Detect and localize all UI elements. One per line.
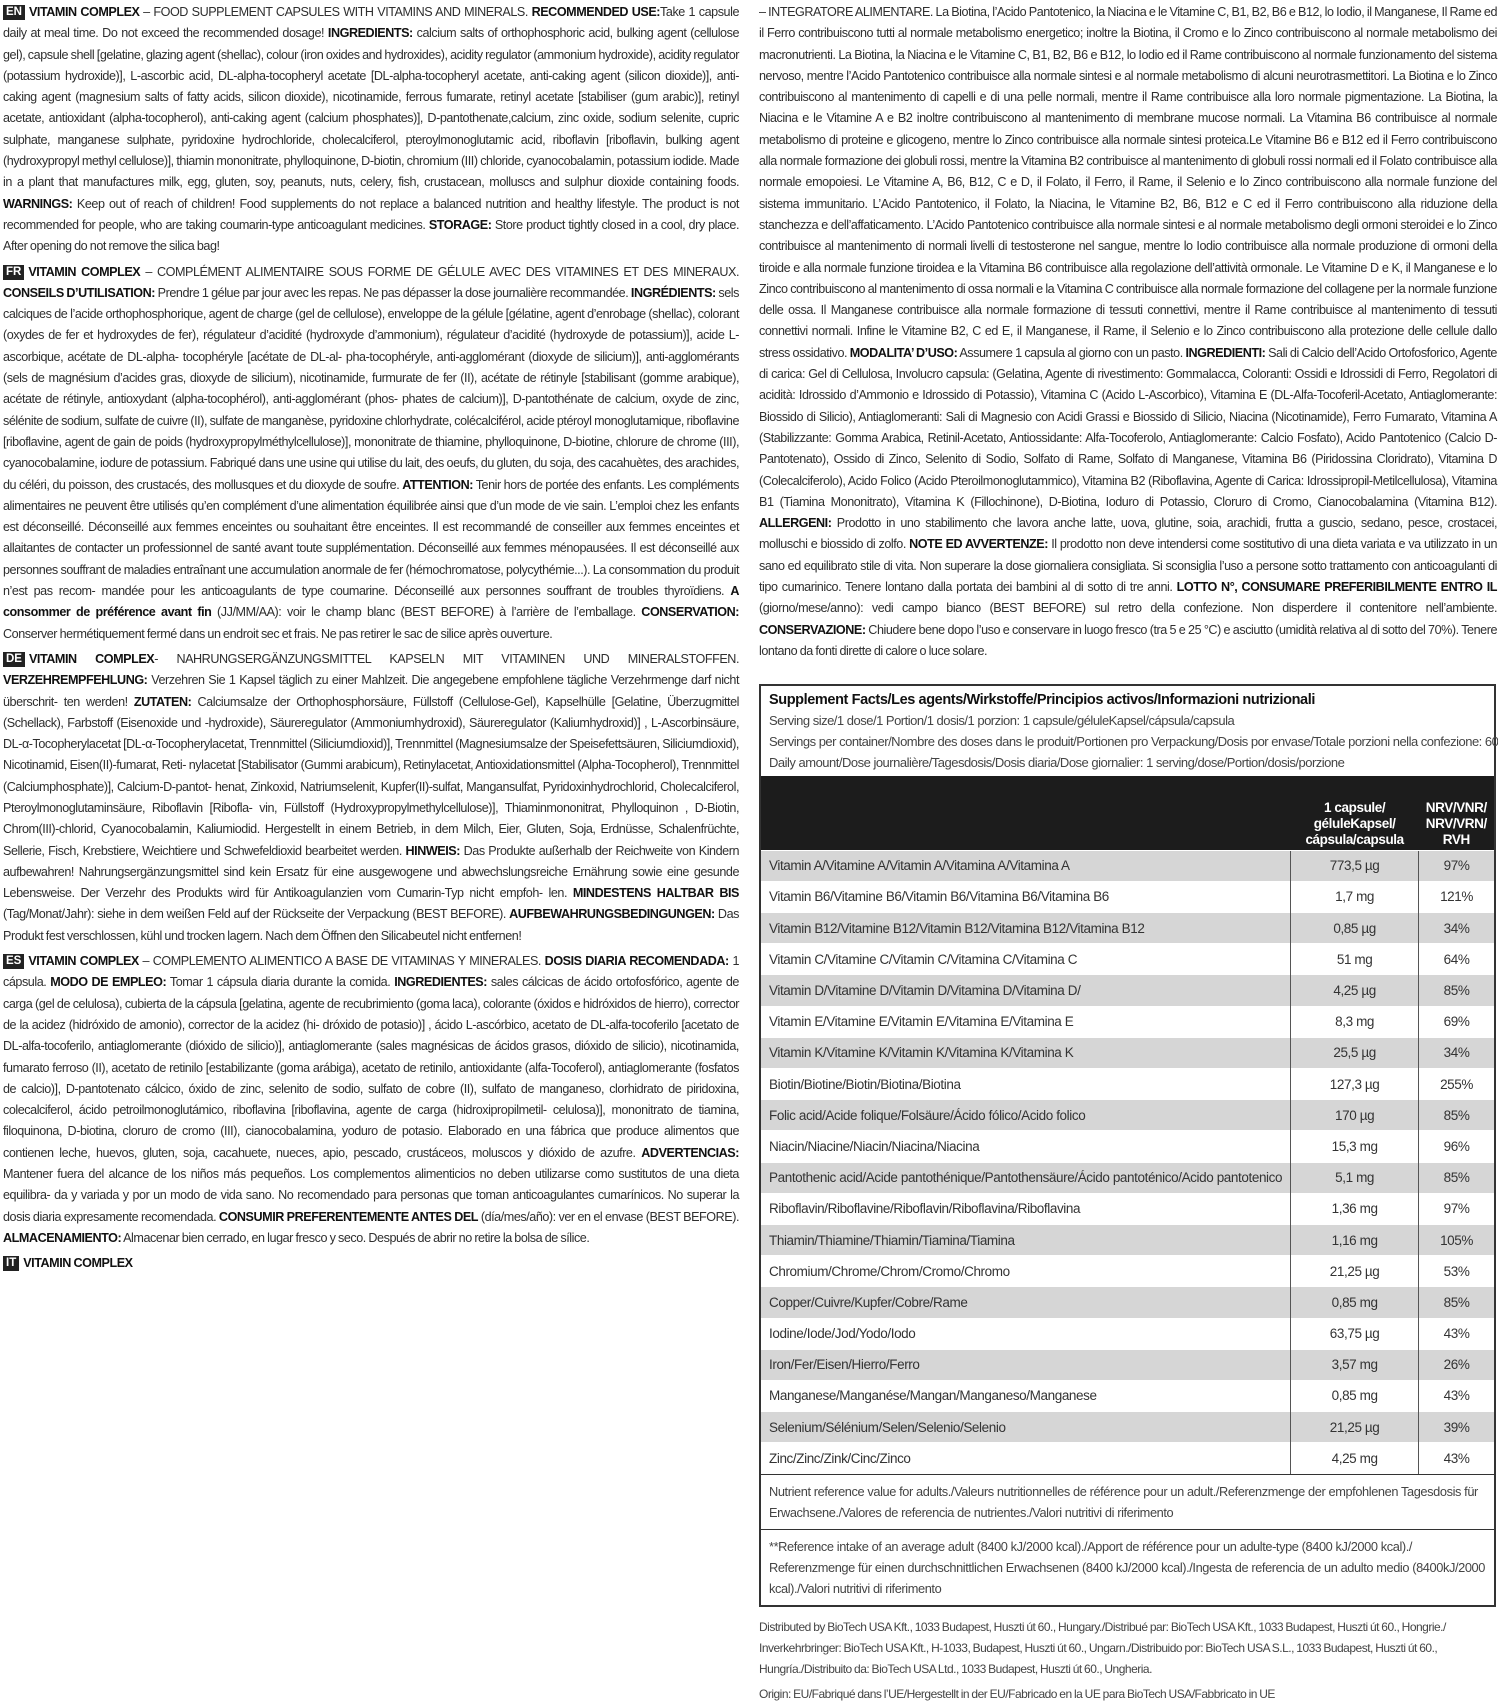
nutrient-amount: 773,5 µg: [1291, 850, 1419, 881]
nutrient-nrv: 85%: [1419, 1287, 1494, 1318]
nutrient-name: Copper/Cuivre/Kupfer/Cobre/Rame: [761, 1287, 1291, 1318]
left-column: [3, 2, 739, 1498]
table-row: [761, 913, 1494, 944]
product-title-en: VITAMIN COMPLEX: [28, 5, 140, 19]
nutrient-nrv: 64%: [1419, 944, 1494, 975]
nutrient-amount: 127,3 µg: [1291, 1069, 1419, 1100]
heading-conservazione-it: CONSERVAZIONE:: [759, 622, 866, 637]
heading-note-it: NOTE ED AVVERTENZE:: [909, 537, 1048, 552]
lang-badge-es: ES: [3, 954, 24, 969]
table-row: [761, 881, 1494, 912]
table-row: [761, 1006, 1494, 1037]
product-title-fr: VITAMIN COMPLEX: [28, 264, 141, 279]
nutrient-name: Vitamin D/Vitamine D/Vitamin D/Vitamina D/Vitamina D/: [761, 975, 1291, 1006]
nutrient-rows: [761, 850, 1494, 1474]
nutrient-amount: 25,5 µg: [1291, 1037, 1419, 1068]
table-header-row: [761, 776, 1494, 850]
nutrient-amount: 51 mg: [1291, 944, 1419, 975]
nutrient-nrv: 34%: [1419, 913, 1494, 944]
nutrient-name: Vitamin A/Vitamine A/Vitamin A/Vitamina A/Vitamina A: [761, 850, 1291, 881]
nutrient-amount: 1,7 mg: [1291, 881, 1419, 912]
product-title-it: VITAMIN COMPLEX: [23, 1256, 133, 1271]
table-row: [761, 850, 1494, 881]
heading-modalita-it: MODALITA’ D’USO:: [849, 345, 958, 360]
table-row: [761, 1412, 1494, 1443]
nutrient-name: Vitamin E/Vitamine E/Vitamin E/Vitamina E/Vitamina E: [761, 1006, 1291, 1037]
nutrient-name: Pantothenic acid/Acide pantothénique/Pantothensäure/Ácido pantoténico/Acido pantotenico: [761, 1162, 1291, 1193]
lang-badge-de: DE: [3, 652, 25, 667]
nutrient-nrv: 43%: [1419, 1318, 1494, 1349]
table-row: [761, 975, 1494, 1006]
nutrient-amount: 1,16 mg: [1291, 1224, 1419, 1255]
nutrient-nrv: 96%: [1419, 1131, 1494, 1162]
nutrient-amount: 1,36 mg: [1291, 1193, 1419, 1224]
heading-ingredientes-es: INGREDIENTES:: [394, 975, 487, 990]
nutrient-nrv: 26%: [1419, 1349, 1494, 1380]
heading-advertencias-es: ADVERTENCIAS:: [641, 1145, 739, 1160]
table-row: [761, 1443, 1494, 1474]
table-row: [761, 1069, 1494, 1100]
heading-haltbar-de: MINDESTENS HALTBAR BIS: [572, 886, 739, 901]
nutrient-name: Riboflavin/Riboflavine/Riboflavin/Riboflavina/Riboflavina: [761, 1193, 1291, 1224]
table-row: [761, 1162, 1494, 1193]
nutrient-nrv: 53%: [1419, 1256, 1494, 1287]
nutrient-nrv: 34%: [1419, 1037, 1494, 1068]
product-title-de: VITAMIN COMPLEX: [28, 651, 155, 666]
nutrient-name: Chromium/Chrome/Chrom/Cromo/Chromo: [761, 1256, 1291, 1287]
nutrient-name: Zinc/Zinc/Zink/Cinc/Zinco: [761, 1443, 1291, 1474]
table-row: [761, 1380, 1494, 1411]
heading-almacenamiento-es: ALMACENAMIENTO:: [3, 1230, 122, 1245]
nutrient-nrv: 69%: [1419, 1006, 1494, 1037]
header-nutrient: [761, 776, 1291, 850]
heading-modo-es: MODO DE EMPLEO:: [50, 975, 167, 990]
heading-best-before-fr: A consommer de préférence avant fin: [3, 584, 739, 620]
section-it: [3, 1253, 739, 1274]
heading-hinweis-de: HINWEIS:: [405, 843, 460, 858]
nutrient-name: Vitamin B12/Vitamine B12/Vitamin B12/Vitamina B12/Vitamina B12: [761, 913, 1291, 944]
section-es: ES VITAMIN COMPLEX – COMPLEMENTO ALIMENTICO A BASE DE VITAMINAS Y MINERALES. DOSIS DIARIA RECOMENDADA: 1 cápsula. MODO DE EMPLEO: Tomar 1 cápsula diaria durante la comida. INGREDIENTES: sales cálcicas de ácido ortofosfórico, agente de carga (gel de celulosa), cubierta de la cápsula [gelatina, agente de recubrimiento (goma laca), colorante (óxidos e hidróxidos de hierro), corrector de la acidez (hidróxido de amonio), corrector de la acidez (hi- dróxido de potasio)] , ácido L-ascórbico, acetato de DL-alfa-tocoferilo [acetato de DL-alfa-tocoferilo, antiaglomerante (dióxido de silicio)], antiaglomerante (sales magnésicas de ácidos grasos, dióxido de silicio), nicotinamida, fumarato ferroso (II), acetato de retinilo [estabilizante (goma arábiga), acetato de retinilo, antioxidante (alfa-Tocoferol), antiaglomerante (fosfatos de calcio)], D-pantotenato cálcico, óxido de zinc, selenito de sodio, sulfato de cobre (II), sulfato de manganeso, clorhidrato de piridoxina, colecalciferol, ácido petroilmonoglutámico, riboflavina [riboflavina, agente de carga (hidroxipropilmetil- celulosa)], mononitrato de tiamina, filoquinona, D-biotina, cloruro de cromo (III), cianocobalamina, yoduro de potasio. Elaborado en una fábrica que produce alimentos que contienen leche, huevos, gluten, soja, cacahuete, nueces, apio, pescado, crustáceos, moluscos y dióxido de azufre. ADVERTENCIAS: Mantener fuera del alcance de los niños más pequeños. Los complementos alimenticios no deben utilizarse como sustitutos de una dieta equilibra- da y variada y por un modo de vida sano. No recomendado para personas que toman anticoagulantes cumarínicos. No superar la dosis diaria expresamente recomendada. CONSUMIR PREFERENTEMENTE ANTES DEL (día/mes/año): ver en el envase (BEST BEFORE). ALMACENAMIENTO: Almacenar bien cerrado, en lugar fresco y seco. Después de abrir no retire la bolsa de sílice.: [3, 954, 739, 1245]
nutrient-amount: 8,3 mg: [1291, 1006, 1419, 1037]
nutrient-nrv: 85%: [1419, 1100, 1494, 1131]
lang-badge-it: IT: [3, 1256, 19, 1271]
nutrient-nrv: 255%: [1419, 1069, 1494, 1100]
serving-size: Serving size/1 dose/1 Portion/1 dosis/1 porzion: 1 capsule/géluleKapsel/cápsula/capsula: [769, 713, 1235, 729]
nutrient-amount: 0,85 µg: [1291, 913, 1419, 944]
supplement-facts-panel: [759, 684, 1496, 1607]
heading-lotto-it: LOTTO N°, CONSUMARE PREFERIBILMENTE ENTRO IL: [1176, 580, 1497, 595]
nutrient-nrv: 85%: [1419, 1162, 1494, 1193]
section-en: EN VITAMIN COMPLEX – FOOD SUPPLEMENT CAPSULES WITH VITAMINS AND MINERALS. RECOMMENDED USE:Take 1 capsule daily at meal time. Do not exceed the recommended dosage! INGREDIENTS: calcium salts of orthophosphoric acid, bulking agent (cellulose gel), capsule shell [gelatine, glazing agent (shellac), colour (iron oxides and hydroxides), acidity regulator (ammonium hydroxide), acidity regulator (potassium hydroxide)], L-ascorbic acid, DL-alpha-tocopheryl acetate [DL-alpha-tocopheryl acetate, anti-caking agent (silicon dioxide)], anti-caking agent (magnesium salts of fatty acids, silicon dioxide), nicotinamide, ferrous fumarate, retinyl acetate [stabiliser (gum arabic)], retinyl acetate, antioxidant (alpha-tocopherol), anti-caking agent (calcium phosphates)], D-pantothenate,calcium, zinc oxide, sodium selenite, cupric sulphate, manganese sulphate, pyridoxine hydrochloride, cholecalciferol, pteroylmonoglutamic acid, riboflavin [riboflavin, bulking agent (hydroxypropyl methyl cellulose)], thiamin mononitrate, phylloquinone, D-biotin, chromium (III) chloride, cyanocobalamin, potassium iodide. Made in a plant that manufactures milk, egg, gluten, soy, peanuts, nuts, celery, fish, crustacean, molluscs and sulphur dioxide containing foods. WARNINGS: Keep out of reach of children! Food supplements do not replace a balanced nutrition and healthy lifestyle. The product is not recommended for people, who are taking coumarin-type anticoagulant medicines. STORAGE: Store product tightly closed in a cool, dry place. After opening do not remove the silica bag!: [3, 5, 740, 254]
servings-per-container: Servings per container/Nombre des doses dans le produit/Portionen pro Verpackung/Dosis por envase/Totale porzioni nella confezione: 60: [769, 734, 1498, 750]
table-row: [761, 1287, 1494, 1318]
heading-zutaten-de: ZUTATEN:: [133, 694, 192, 709]
nutrient-amount: 0,85 mg: [1291, 1380, 1419, 1411]
facts-title: Supplement Facts/Les agents/Wirkstoffe/Principios activos/Informazioni nutrizionali: [769, 692, 1315, 709]
lang-badge-en: EN: [3, 5, 25, 20]
nutrient-nrv: 97%: [1419, 850, 1494, 881]
nutrient-amount: 21,25 µg: [1291, 1256, 1419, 1287]
nutrient-name: Vitamin K/Vitamine K/Vitamin K/Vitamina K/Vitamina K: [761, 1037, 1291, 1068]
distributor-info: Distributed by BioTech USA Kft., 1033 Budapest, Huszti út 60., Hungary./Distribué par: BioTech USA Kft., 1033 Budapest, Huszti út 60., Hongrie./ Inverkehrbringer: BioTech USA Kft., H-1033, Budapest, Huszti út 60., Ungarn./Distribuido por: BioTech USA S.L., 1033 Budapest, Huszti út 60., Hungría./Distribuito da: BioTech USA Ltd., 1033 Budapest, Huszti út 60., Ungheria.: [759, 1619, 1446, 1676]
heading-consumir-es: CONSUMIR PREFERENTEMENTE ANTES DEL: [218, 1209, 479, 1224]
nutrient-amount: 4,25 µg: [1291, 975, 1419, 1006]
right-column: [759, 2, 1498, 1701]
heading-conseils-fr: CONSEILS D’UTILISATION:: [3, 285, 156, 300]
nutrient-name: Manganese/Manganése/Mangan/Manganeso/Manganese: [761, 1380, 1291, 1411]
nutrient-nrv: 43%: [1419, 1380, 1494, 1411]
nutrient-name: Iodine/Iode/Jod/Yodo/Iodo: [761, 1318, 1291, 1349]
header-nrv: NRV/VNR/ NRV/VRN/ RVH: [1419, 776, 1494, 850]
nutrient-nrv: 105%: [1419, 1224, 1494, 1255]
nutrient-amount: 4,25 mg: [1291, 1443, 1419, 1474]
section-it-continued: – INTEGRATORE ALIMENTARE. La Biotina, l’Acido Pantotenico, la Niacina e le Vitamine C, B1, B2, B6 e B12, lo Iodio, il Manganese, Il Rame ed il Ferro contribuiscono tutti al normale metabolismo energetico; inoltre la Biotina, il Cromo e lo Zinco contribuiscono al normale metabolismo dei macronutrienti. La Biotina, la Niacina e le Vitamine C, B1, B2, B6 e B12, lo Iodio ed il Rame contribuiscono al normale funzionamento del sistema nervoso, mentre l’Acido Pantotenico contribuisce alla normale sintesi e al normale metabolismo di alcuni neurotrasmettitori. La Biotina e lo Zinco contribuiscono al mantenimento di capelli e di una pelle normali, mentre il Rame contribuisce alla loro normale pigmentazione. La Biotina, la Niacina e le Vitamine A e B2 inoltre contribuiscono al mantenimento di membrane mucose normali. La Vitamina B6 contribuisce al normale metabolismo di proteine e glicogeno, mentre lo Zinco contribuisce alla normale sintesi proteica.Le Vitamine B6 e B12 ed il Ferro contribuiscono alla normale formazione dei globuli rossi, mentre la Vitamina B2 contribuisce al mantenimento di globuli rossi normali ed il Folato contribuisce alla normale emopoiesi. Le Vitamine A, B6, B12, C e D, il Folato, il Ferro, il Rame, il Selenio e lo Zinco contribuiscono alla normale funzione del sistema immunitario. L’Acido Pantotenico, il Folato, la Niacina, le Vitamine B2, B6, B12 e C ed il Ferro contribuiscono alla riduzione della stanchezza e dell’affaticamento. L’Acido Pantotenico contribuisce alla normale sintesi e al normale metabolismo degli ormoni steroidei e lo Zinco contribuisce al mantenimento di normali livelli di testosterone nel sangue, mentre lo Iodio contribuisce alla normale produzione di ormoni della tiroide e alla normale funzione tiroidea e la Vitamina B6 contribuisce alla regolazione dell’attività ormonale. Le Vitamine D e K, il Manganese e lo Zinco contribuiscono al mantenimento di ossa normali e la Vitamina C contribuisce alla normale formazione del collagene per la normale funzione delle ossa. Il Manganese contribuisce alla normale formazione di tessuti connettivi, mentre il Rame contribuisce al mantenimento di tessuti connettivi normali. Infine le Vitamine B2, C ed E, il Manganese, il Rame, il Selenio e lo Zinco contribuiscono alla protezione delle cellule dallo stress ossidativo. MODALITA’ D’USO: Assumere 1 capsula al giorno con un pasto. INGREDIENTI: Sali di Calcio dell’Acido Ortofosforico, Agente di carica: Gel di Cellulosa, Involucro capsula: (Gelatina, Agente di rivestimento: Gommalacca, Coloranti: Ossidi e Idrossidi di Ferro, Regolatori di acidità: Idrossido d’Ammonio e Idrossido di Potassio), Vitamina C (Acido L-Ascorbico), Vitamina E (DL-Alfa-Tocoferil-Acetato, Antiaglomerante: Biossido di Silicio), Antiaglomeranti: Sali di Magnesio con Acidi Grassi e Biossido di Silicio, Niacina (Nicotinamide), Ferro Fumarato, Vitamina A (Stabilizzante: Gomma Arabica, Retinil-Acetato, Antiossidante: Alfa-Tocoferolo, Antiaglomerante: Calcio Fosfato), Acido Pantotenico (Calcio D-Pantotenato), Ossido di Zinco, Selenito di Sodio, Solfato di Rame, Solfato di Manganese, Vitamina B6 (Piridossina Cloridrato), Vitamina D (Colecalciferolo), Acido Folico (Acido Pteroilmonoglutammico), Vitamina B2 (Riboflavina, Agente di Carica: Idrossipropil-Metilcellulosa), Vitamina B1 (Tiamina Mononitrato), Vitamina K (Fillochinone), D-Biotina, Ioduro di Potassio, Cloruro di Cromo, Cianocobalamina (Vitamina B12). ALLERGENI: Prodotto in uno stabilimento che lavora anche latte, uova, glutine, soia, arachidi, frutta a guscio, sedano, pesce, crostacei, molluschi e biossido di zolfo. NOTE ED AVVERTENZE: Il prodotto non deve intendersi come sostitutivo di una dieta variata e va utilizzato in un sano ed equilibrato stile di vita. Non superare la dose giornaliera consigliata. Si sconsiglia l’uso a persone sotto trattamento con anticoagulanti di tipo cumarinico. Tenere lontano dalla portata dei bambini al di sotto di tre anni. LOTTO N°, CONSUMARE PREFERIBILMENTE ENTRO IL (giorno/mese/anno): vedi campo bianco (BEST BEFORE) sul retro della confezione. Non disperdere il contenitore nell’ambiente. CONSERVAZIONE: Chiudere bene dopo l’uso e conservare in luogo fresco (tra 5 e 25 °C) e asciutto (umidità relativa al di sotto del 70%). Tenere lontano da fonti dirette di calore o luce solare.: [759, 5, 1497, 658]
nutrient-name: Folic acid/Acide folique/Folsäure/Ácido fólico/Acido folico: [761, 1100, 1291, 1131]
table-row: [761, 944, 1494, 975]
nutrient-amount: 21,25 µg: [1291, 1412, 1419, 1443]
section-fr: FR VITAMIN COMPLEX – COMPLÉMENT ALIMENTAIRE SOUS FORME DE GÉLULE AVEC DES VITAMINES ET DES MINERAUX. CONSEILS D’UTILISATION: Prendre 1 gélue par jour avec les repas. Ne pas dépasser la dose journalière recommandée. INGRÉDIENTS: sels calciques de l’acide orthophosphorique, agent de charge (gel de cellulose), enveloppe de la gélule [gélatine, agent d’enrobage (shellac), colorant (oxydes de fer et hydroxydes de fer), régulateur d’acidité (hydroxyde d’ammonium), régulateur d’acidité (hydroxyde de potassium)], acide L-ascorbique, acétate de DL-alpha- tocophéryle [acétate de DL-al- pha-tocophéryle, anti-agglomérant (dioxyde de silicium)], anti-agglomérants (sels de magnésium d’acides gras, dioxyde de silicium), nicotinamide, furmurate de fer (II), acétate de rétinyle [stabilisant (gomme arabique), acétate de rétinyle, antioxydant (alpha-tocophérol), anti-agglomérant (phos- phates de calcium)], D-pantothénate de calcium, oxyde de zinc, sélénite de sodium, sulfate de cuivre (II), sulfate de manganèse, pyridoxine chlorhydrate, colécalciférol, acide ptéroyl monoglutamique, riboflavine [riboflavine, agent de gain de poids (hydroxypropylméthylcellulose)], mononitrate de thiamine, phylloquinone, D-biotine, chlorure de chrome (III), cyanocobalamine, iodure de potassium. Fabriqué dans une usine qui utilise du lait, des oeufs, du gluten, du soja, des cacahuètes, des arachides, du céléri, du poisson, des crustacés, des mollusques et du dioxyde de soufre. ATTENTION: Tenir hors de portée des enfants. Les compléments alimentaires ne peuvent être utilisés qu’en complément d’une alimentation équilibrée ainsi que d’un mode de vie sain. L’emploi chez les enfants est déconseillé. Déconseillé aux femmes enceintes ou souhaitant être enceintes. Il est recommandé de conseiller aux femmes enceintes et allaitantes de contacter un professionnel de santé avant toute supplémentation. Déconseillé aux femmes ménopausées. Il est déconseillé aux personnes souffrant de maladies entraînant une accumulation anormale de fer (hémochromatose, polycythémie...). La consommation du produit n’est pas recom- mandée pour les anticoagulants de type coumarine. Déconseillé aux personnes souffrant de troubles thyroïdiens. A consommer de préférence avant fin (JJ/MM/AA): voir le champ blanc (BEST BEFORE) à l’arrière de l’emballage. CONSERVATION: Conserver hermétiquement fermé dans un endroit sec et frais. Ne pas retirer le sac de silice après ouverture.: [3, 264, 740, 641]
heading-storage-en: STORAGE:: [428, 217, 492, 232]
heading-ingredients-en: INGREDIENTS:: [327, 26, 413, 41]
nutrient-name: Thiamin/Thiamine/Thiamin/Tiamina/Tiamina: [761, 1224, 1291, 1255]
facts-header: [761, 686, 1498, 776]
header-amount: 1 capsule/ géluleKapsel/ cápsula/capsula: [1291, 776, 1419, 850]
footer: [759, 1617, 1497, 1705]
nutrient-nrv: 39%: [1419, 1412, 1494, 1443]
origin-info: Origin: EU/Fabriqué dans l’UE/Hergestellt in der EU/Fabricado en la UE para BioTech USA/Fabbricato in UE: [759, 1686, 1275, 1701]
table-row: [761, 1224, 1494, 1255]
table-row: [761, 1193, 1494, 1224]
nutrient-amount: 15,3 mg: [1291, 1131, 1419, 1162]
daily-amount: Daily amount/Dose journalière/Tagesdosis/Dosis diaria/Dose giornalier: 1 serving/dose/Portion/dosis/porzione: [769, 755, 1345, 771]
heading-attention-fr: ATTENTION:: [402, 477, 474, 492]
heading-allergeni-it: ALLERGENI:: [759, 516, 832, 531]
heading-verzehr-de: VERZEHREMPFEHLUNG:: [3, 673, 148, 688]
nutrient-amount: 0,85 mg: [1291, 1287, 1419, 1318]
nutrient-name: Vitamin C/Vitamine C/Vitamin C/Vitamina C/Vitamina C: [761, 944, 1291, 975]
nutrient-name: Vitamin B6/Vitamine B6/Vitamin B6/Vitamina B6/Vitamina B6: [761, 881, 1291, 912]
nutrient-amount: 170 µg: [1291, 1100, 1419, 1131]
nutrient-name: Niacin/Niacine/Niacin/Niacina/Niacina: [761, 1131, 1291, 1162]
table-row: [761, 1037, 1494, 1068]
lang-badge-fr: FR: [3, 265, 24, 280]
reference-intake-note: **Reference intake of an average adult (8400 kJ/2000 kcal)./Apport de référence pour un adulte-type (8400 kJ/2000 kcal)./ Referenzmenge für einen durchschnittlichen Erwachsenen (8400 kJ/2000 kcal)./Ingesta de referencia de un adulto medio (8400kJ/2000 kcal)./Valori nutritivi di riferimento: [761, 1529, 1494, 1605]
heading-dosis-es: DOSIS DIARIA RECOMENDADA:: [544, 954, 729, 969]
table-row: [761, 1318, 1494, 1349]
nutrient-amount: 3,57 mg: [1291, 1349, 1419, 1380]
nutrient-nrv: 121%: [1419, 881, 1494, 912]
heading-recommended-use: RECOMMENDED USE:: [531, 5, 661, 19]
nutrient-nrv: 85%: [1419, 975, 1494, 1006]
nutrient-name: Iron/Fer/Eisen/Hierro/Ferro: [761, 1349, 1291, 1380]
nutrient-table: [761, 776, 1494, 1474]
nutrient-nrv: 43%: [1419, 1443, 1494, 1474]
heading-warnings-en: WARNINGS:: [3, 196, 73, 211]
nutrient-name: Selenium/Sélénium/Selen/Selenio/Selenio: [761, 1412, 1291, 1443]
nutrient-amount: 5,1 mg: [1291, 1162, 1419, 1193]
heading-aufbewahrung-de: AUFBEWAHRUNGSBEDINGUNGEN:: [509, 907, 715, 922]
table-row: [761, 1349, 1494, 1380]
heading-ingredients-fr: INGRÉDIENTS:: [630, 285, 716, 300]
nrv-note: Nutrient reference value for adults./Valeurs nutritionnelles de référence pour un adult./Referenzmenge der empfohlenen Tagesdosis für Erwachsene./Valores de referencia de nutrientes./Valori nutritivi di riferimento: [761, 1474, 1494, 1529]
product-title-es: VITAMIN COMPLEX: [28, 954, 139, 969]
heading-conservation-fr: CONSERVATION:: [641, 605, 739, 620]
table-row: [761, 1100, 1494, 1131]
nutrient-nrv: 97%: [1419, 1193, 1494, 1224]
heading-ingredienti-it: INGREDIENTI:: [1185, 345, 1266, 360]
table-row: [761, 1256, 1494, 1287]
nutrient-name: Biotin/Biotine/Biotin/Biotina/Biotina: [761, 1069, 1291, 1100]
nutrient-amount: 63,75 µg: [1291, 1318, 1419, 1349]
section-de: DE VITAMIN COMPLEX- NAHRUNGSERGÄNZUNGSMITTEL KAPSELN MIT VITAMINEN UND MINERALSTOFFEN. VERZEHREMPFEHLUNG: Verzehren Sie 1 Kapsel täglich zu einer Mahlzeit. Die angegebene empfohlene tägliche Verzehrmenge darf nicht überschrit- ten werden! ZUTATEN: Calciumsalze der Orthophosphorsäure, Füllstoff (Cellulose-Gel), Kapselhülle [Gelatine, Überzugmittel (Schellack), Farbstoff (Eisenoxide und -hydroxide), Säureregulator (Ammoniumhydroxid), Säureregulator (Kaliumhydroxid)] , L-Ascorbinsäure, DL-α-Tocopherylacetat [DL-α-Tocopherylacetat, Trennmittel (Siliciumdioxid)], Trennmittel (Magnesiumsalze der Speisefettsäuren, Siliciumdioxid), Nicotinamid, Eisen(II)-fumarat, Reti- nylacetat [Stabilisator (Gummi arabicum), Retinylacetat, Antioxidationsmittel (Alpha-Tocopherol), Trennmittel (Calciumphosphate)], Calcium-D-pantot- henat, Zinkoxid, Natriumselenit, Kupfer(II)-sulfat, Mangansulfat, Pyridoxinhydrochlorid, Cholecalciferol, Pteroylmonoglutaminsäure, Riboflavin [Ribofla- vin, Füllstoff (Hydroxypropylmethylcellulose)], Thiaminmononitrat, Phylloquinon , D-Biotin, Chrom(III)-chlorid, Cyanocobalamin, Kaliumiodid. Hergestellt in einem Betrieb, in dem Milch, Eier, Gluten, Soja, Erdnüsse, Schalenfrüchte, Sellerie, Fisch, Krebstiere, Weichtiere und Schwefeldioxid bearbeitet werden. HINWEIS: Das Produkte außerhalb der Reichweite von Kindern aufbewahren! Nahrungsergänzungsmittel sind kein Ersatz für eine ausgewogene und abwechslungsreiche Ernährung sowie eine gesunde Lebensweise. Der Verzehr des Produkts wird für Antikoagulanzien vom Cumarin-Typ nicht empfoh- len. MINDESTENS HALTBAR BIS (Tag/Monat/Jahr): siehe in dem weißen Feld auf der Rückseite der Verpackung (BEST BEFORE). AUFBEWAHRUNGSBEDINGUNGEN: Das Produkt fest verschlossen, kühl und trocken lagern. Nach dem Öffnen den Silicabeutel nicht entfernen!: [3, 651, 739, 943]
table-row: [761, 1131, 1494, 1162]
